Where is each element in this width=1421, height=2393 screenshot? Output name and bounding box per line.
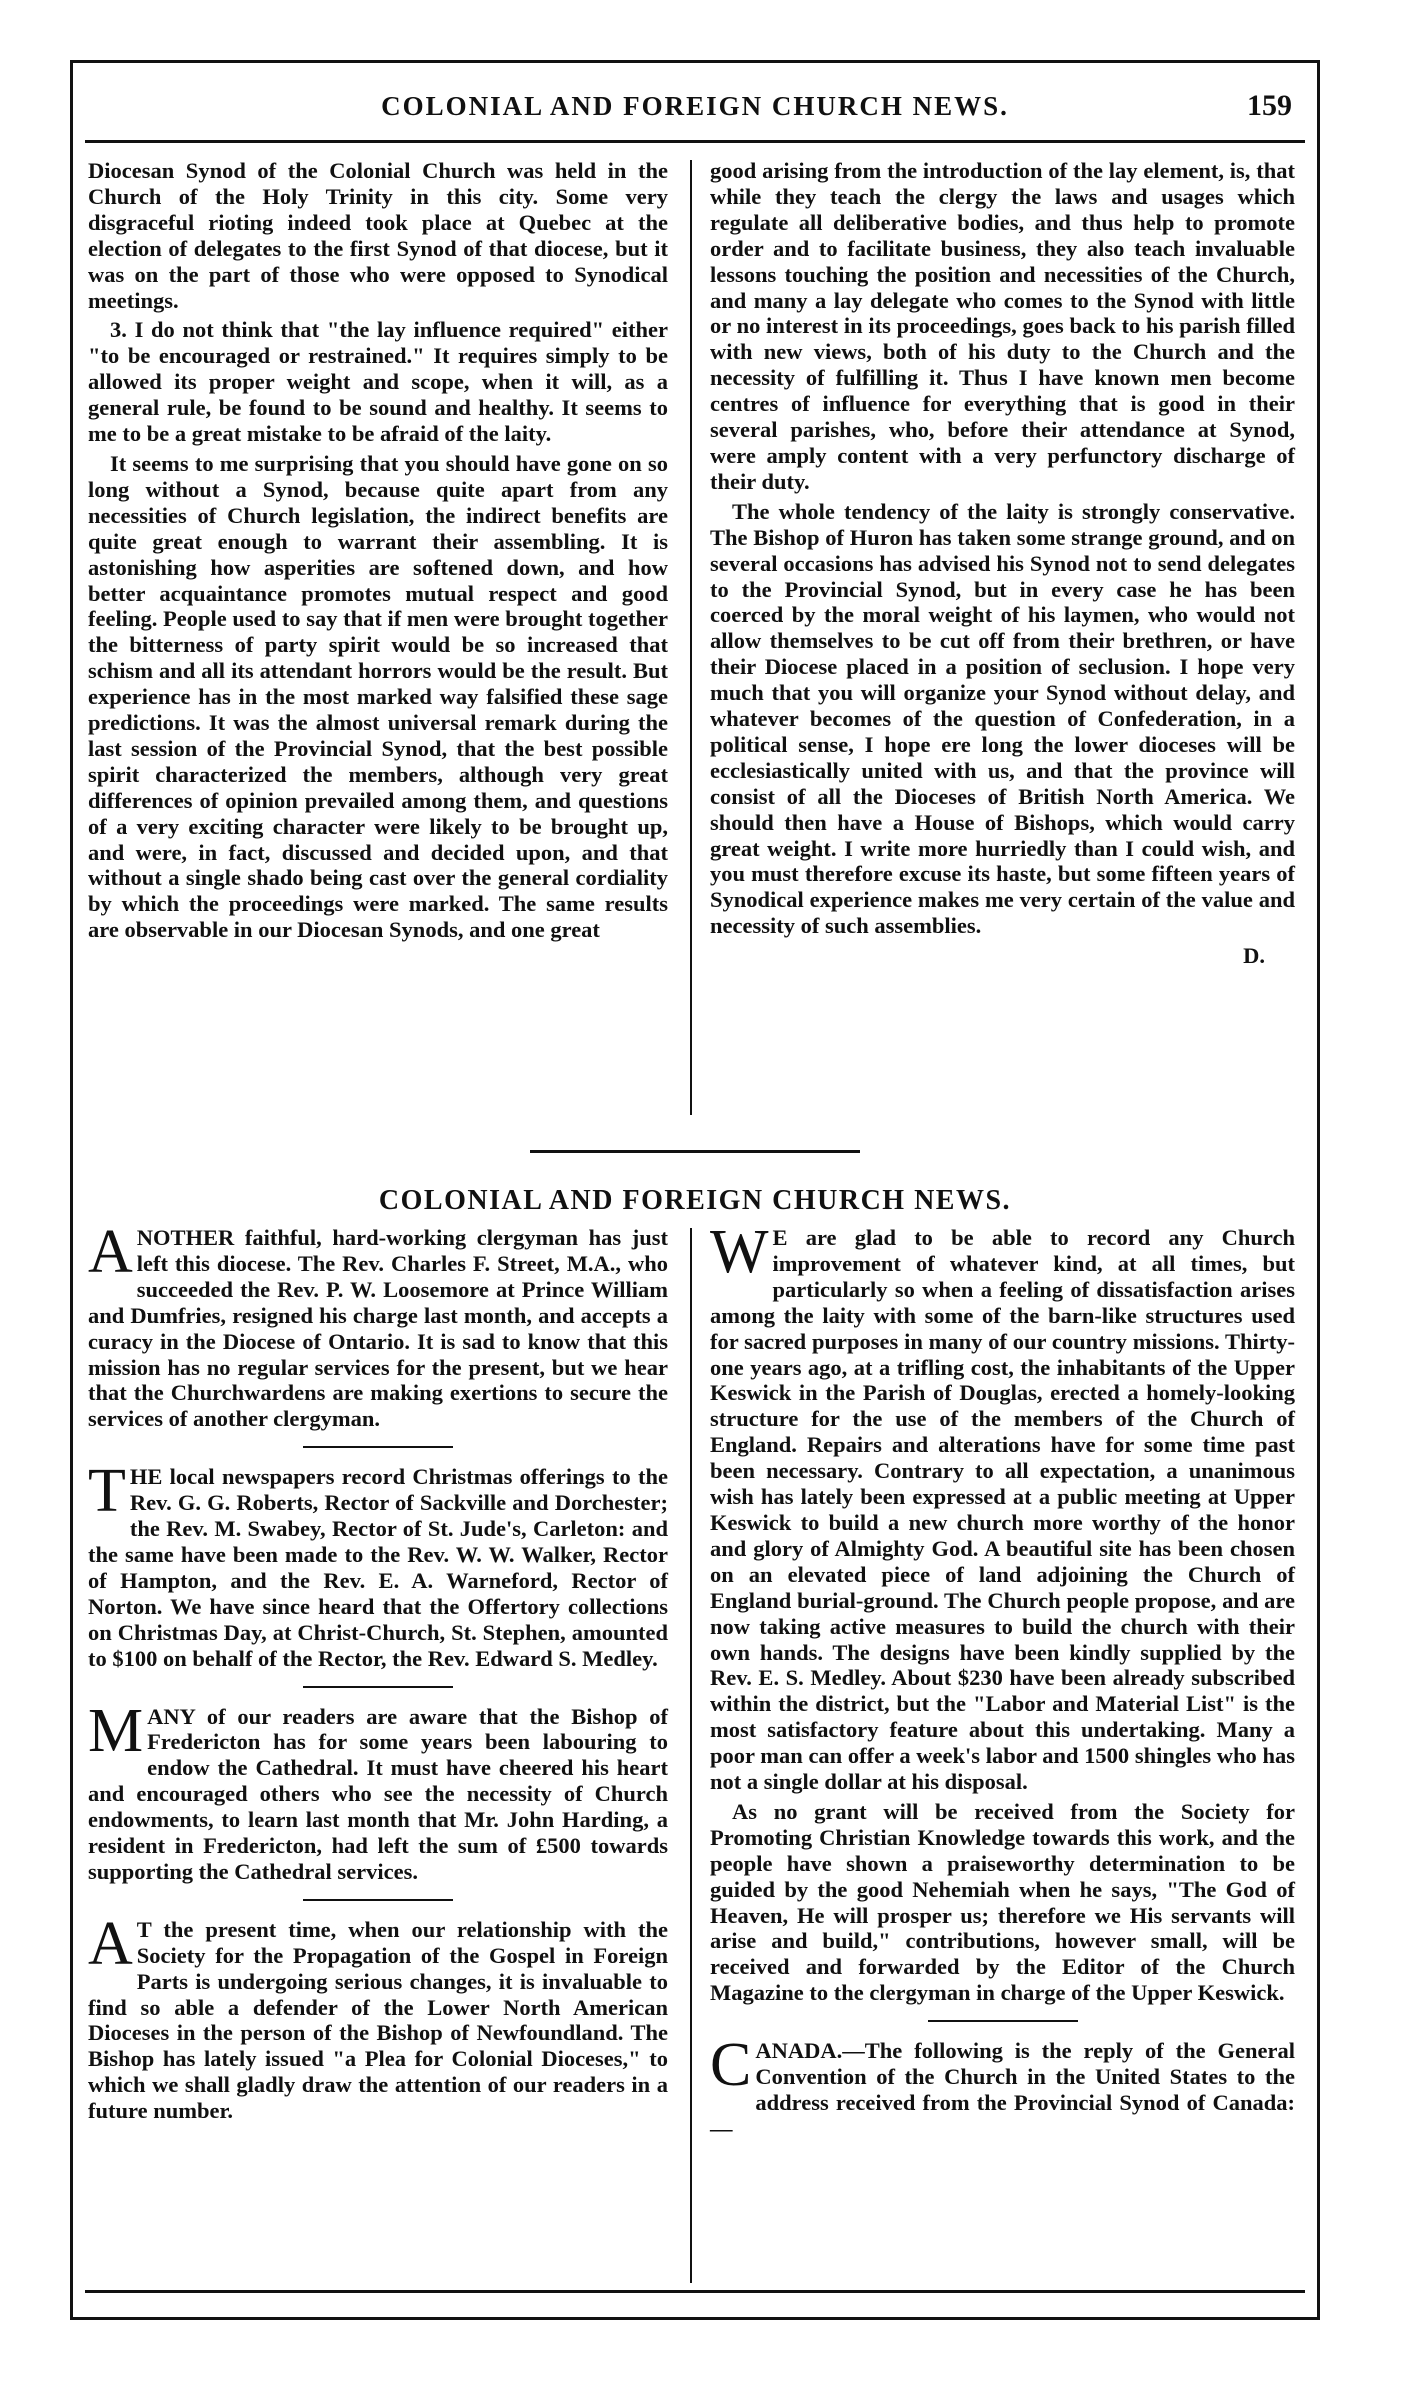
item-separator bbox=[303, 1686, 453, 1688]
drop-cap: C bbox=[710, 2031, 752, 2100]
footer-rule bbox=[85, 2290, 1305, 2293]
top-left-column bbox=[88, 158, 668, 947]
page-number: 159 bbox=[1247, 89, 1292, 122]
news-text: NOTHER faithful, hard-working clergyman has just left this diocese. The Rev. Charles F. Street, M.A., who succeeded the Rev. P. W. Loosemore at Prince William and Dumfries, resigned his charge last month, and accepts a curacy in the Diocese of Ontario. It is sad to know that this mission has no regular services for the present, but we hear that the Churchwardens are making exertions to secure the services of another clergyman. bbox=[88, 1225, 668, 1432]
running-header bbox=[70, 78, 1320, 134]
paragraph: 3. I do not think that "the lay influence required" either "to be encouraged or restrained." It requires simply to be allowed its proper weight and scope, when it will, as a general rule, be found to be sound and healthy. It seems to me to be a great mistake to be afraid of the laity. bbox=[88, 317, 668, 447]
header-rule bbox=[85, 140, 1305, 143]
bottom-left-column bbox=[88, 1218, 668, 2134]
news-item bbox=[88, 1457, 668, 1671]
news-item bbox=[88, 1909, 668, 2124]
news-text: E are glad to be able to record any Church improvement of whatever kind, at all times, but particularly so when a feeling of dissatisfaction arises among the laity with some of the barn-like structures used for sacred purposes in many of our country missions. Thirty-one years ago, at a trifling cost, the inhabitants of the Upper Keswick in the Parish of Douglas, erected a homely-looking structure for the use of the members of the Church of England. Repairs and alterations have for some time past been necessary. Contrary to all expectation, a unanimous wish has lately been expressed at a public meeting at Upper Keswick to build a new church more worthy of the honor and glory of Almighty God. A beautiful site has been chosen on an elevated piece of land adjoining the Church of England burial-ground. The Church people propose, and are now taking active measures to build the church with their own hands. The designs have been kindly supplied by the Rev. E. S. Medley. About $230 have been already subscribed within the district, but the "Labor and Material List" is the most satisfactory feature about this undertaking. Many a poor man can offer a week's labor and 1500 shingles who has not a single dollar at his disposal. bbox=[710, 1225, 1295, 1795]
news-item bbox=[710, 2031, 1295, 2142]
news-item bbox=[710, 1218, 1295, 2006]
column-divider bbox=[690, 160, 692, 1115]
column-divider bbox=[690, 1228, 692, 2283]
news-text: ANY of our readers are aware that the Bishop of Fredericton has for some years been labouring to endow the Cathedral. It must have cheered his heart and encouraged others who see the necessity of Church endowments, to learn last month that Mr. John Harding, a resident in Fredericton, had left the sum of £500 towards supporting the Cathedral services. bbox=[88, 1703, 668, 1884]
drop-cap: M bbox=[88, 1696, 144, 1765]
drop-cap: A bbox=[88, 1909, 133, 1978]
paragraph: The whole tendency of the laity is strongly conservative. The Bishop of Huron has taken some strange ground, and on several occasions has advised his Synod not to send delegates to the Provincial Synod, but in every case he has been coerced by the moral weight of his laymen, who would not allow themselves to be cut off from their brethren, or have their Diocese placed in a position of seclusion. I hope very much that you will organize your Synod without delay, and whatever becomes of the question of Confederation, in a political sense, I hope ere long the lower dioceses will be ecclesiastically united with us, and that the province will consist of all the Dioceses of British North America. We should then have a House of Bishops, which would carry great weight. I write more hurriedly than I could wish, and you must therefore excuse its haste, but some fifteen years of Synodical experience makes me very certain of the value and necessity of such assemblies. bbox=[710, 498, 1295, 939]
bottom-right-column bbox=[710, 1218, 1295, 2152]
news-item bbox=[88, 1218, 668, 1432]
drop-cap: A bbox=[88, 1218, 133, 1286]
news-text: ANADA.—The following is the reply of the General Convention of the Church in the United States to the address received from the Provincial Synod of Canada:— bbox=[710, 2038, 1295, 2141]
running-title: COLONIAL AND FOREIGN CHURCH NEWS. bbox=[381, 90, 1009, 121]
news-item bbox=[88, 1696, 668, 1885]
paragraph: It seems to me surprising that you should have gone on so long without a Synod, because quite apart from any necessities of Church legislation, the indirect benefits are quite great enough to warrant their assembling. It is astonishing how asperities are softened down, and how better acquaintance promotes mutual respect and good feeling. People used to say that if men were brought together the bitterness of party spirit would be so increased that schism and all its attendant horrors would be the result. But experience has in the most marked way falsified these sage predictions. It was the almost universal remark during the last session of the Provincial Synod, that the best possible spirit characterized the members, although very great differences of opinion prevailed among them, and questions of a very exciting character were likely to be brought up, and were, in fact, discussed and decided upon, and that without a single shado being cast over the general cordiality by which the proceedings were marked. The same results are observable in our Diocesan Synods, and one great bbox=[88, 450, 668, 943]
paragraph: Diocesan Synod of the Colonial Church was held in the Church of the Holy Trinity in this city. Some very disgraceful rioting indeed took place at Quebec at the election of delegates to the first Synod of that diocese, but it was on the part of those who were opposed to Synodical meetings. bbox=[88, 158, 668, 313]
section-rule bbox=[530, 1150, 860, 1153]
news-text: HE local newspapers record Christmas offerings to the Rev. G. G. Roberts, Rector of Sackville and Dorchester; the Rev. M. Swabey, Rector of St. Jude's, Carleton: and the same have been made to the Rev. W. W. Walker, Rector of Hampton, and the Rev. E. A. Warneford, Rector of Norton. We have since heard that the Offertory collections on Christmas Day, at Christ-Church, St. Stephen, amounted to $100 on behalf of the Rector, the Rev. Edward S. Medley. bbox=[88, 1464, 668, 1671]
item-separator bbox=[928, 2020, 1078, 2022]
item-separator bbox=[303, 1899, 453, 1901]
top-right-column bbox=[710, 158, 1295, 973]
drop-cap: T bbox=[88, 1457, 126, 1526]
drop-cap: W bbox=[710, 1218, 769, 1286]
paragraph: good arising from the introduction of the lay element, is, that while they teach the clergy the laws and usages which regulate all deliberative bodies, and thus help to promote order and to facilitate business, they also teach invaluable lessons touching the position and necessities of the Church, and many a lay delegate who comes to the Synod with little or no interest in its proceedings, goes back to his parish filled with new views, both of his duty to the Church and the necessity of fulfilling it. Thus I have known men become centres of influence for everything that is good in their several parishes, who, before their attendance at Synod, were amply content with a very perfunctory discharge of their duty. bbox=[710, 158, 1295, 494]
news-text: T the present time, when our relationship with the Society for the Propagation of the Gospel in Foreign Parts is undergoing serious changes, it is invaluable to find so able a defender of the Lower North American Dioceses in the person of the Bishop of Newfoundland. The Bishop has lately issued "a Plea for Colonial Dioceses," to which we shall gladly draw the attention of our readers in a future number. bbox=[88, 1916, 668, 2124]
news-text: As no grant will be received from the Society for Promoting Christian Knowledge towards this work, and the people have shown a praiseworthy determination to be guided by the good Nehemiah when he says, "The God of Heaven, He will prosper us; therefore we His servants will arise and build," contributions, however small, will be received and forwarded by the Editor of the Church Magazine to the clergyman in charge of the Upper Keswick. bbox=[710, 1798, 1295, 2006]
section-title: COLONIAL AND FOREIGN CHURCH NEWS. bbox=[378, 1185, 1012, 1216]
signature: D. bbox=[1243, 943, 1265, 969]
item-separator bbox=[303, 1446, 453, 1448]
